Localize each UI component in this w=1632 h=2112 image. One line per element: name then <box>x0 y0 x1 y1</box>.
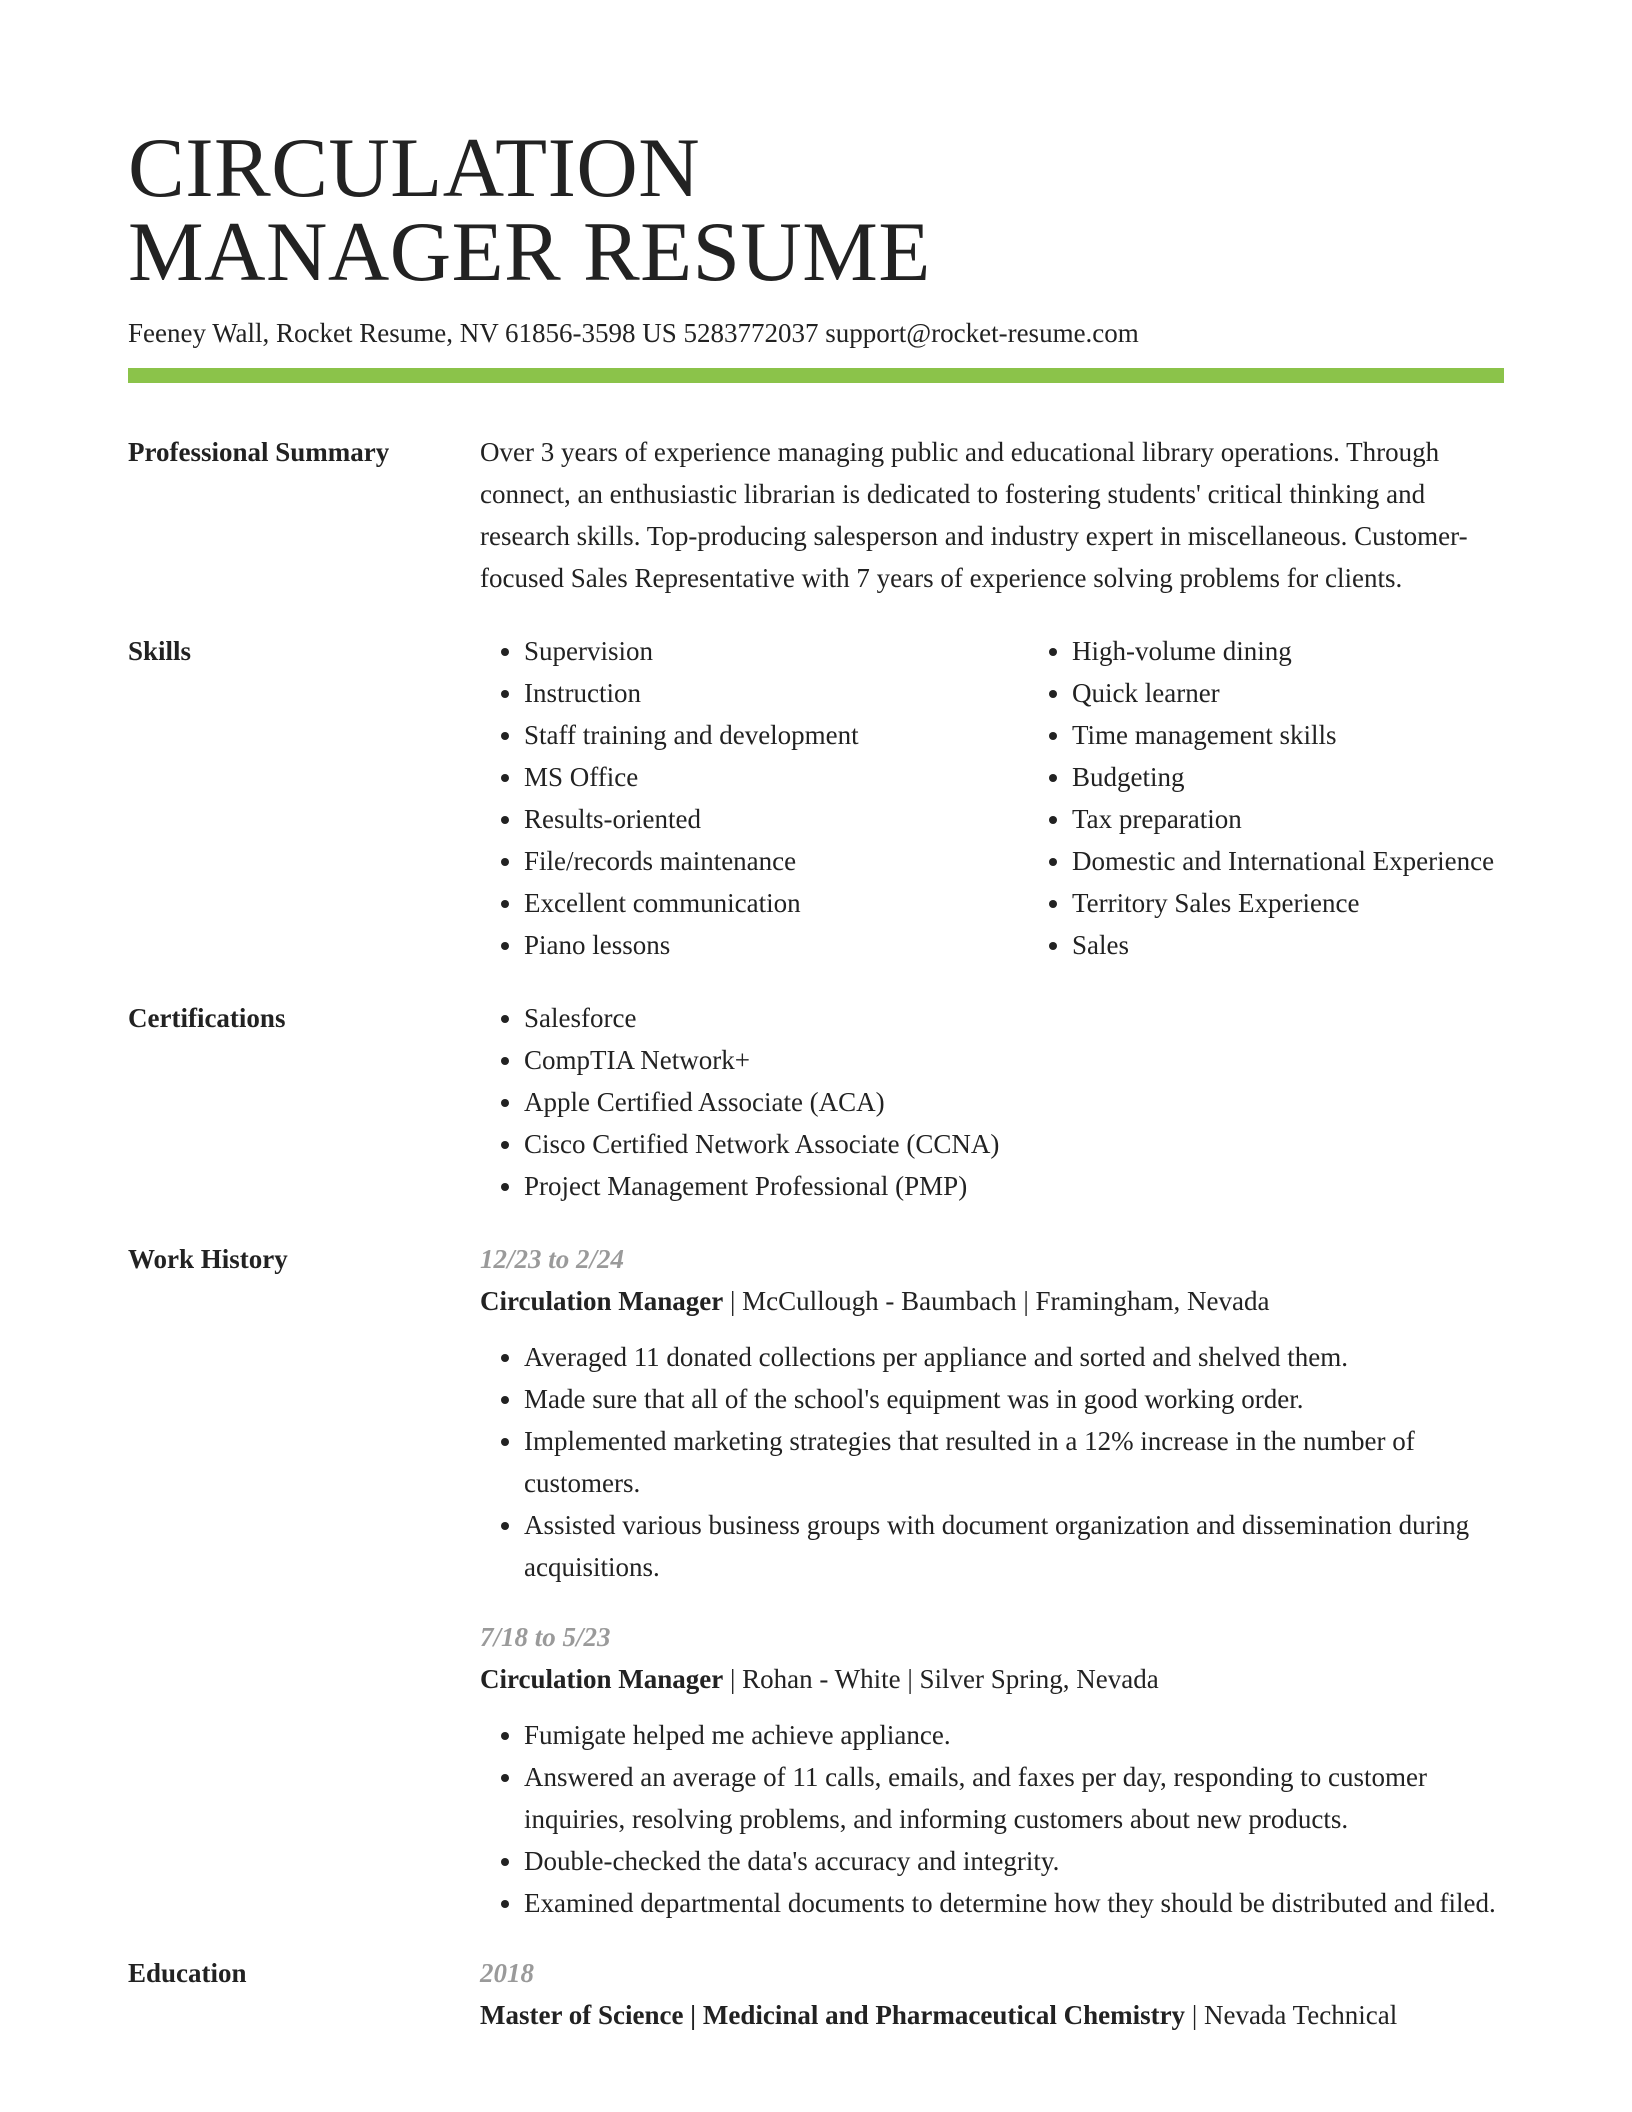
list-item: • Budgeting <box>1072 756 1504 798</box>
education-degree: Master of Science | Medicinal and Pharmaceutical Chemistry <box>480 2000 1186 2030</box>
header-divider <box>128 368 1504 383</box>
list-item: • Fumigate helped me achieve appliance. <box>524 1714 1504 1756</box>
list-item: • Time management skills <box>1072 714 1504 756</box>
skills-list-right <box>1028 630 1504 966</box>
list-item: • High-volume dining <box>1072 630 1504 672</box>
list-item: • Sales <box>1072 924 1504 966</box>
resume-title-line-1: CIRCULATION <box>128 121 701 215</box>
list-item: • Results-oriented <box>524 798 1028 840</box>
job-title-line <box>480 1658 1504 1700</box>
list-item: • Project Management Professional (PMP) <box>524 1165 1504 1207</box>
contact-info: Feeney Wall, Rocket Resume, NV 61856-3598 US 5283772037 support@rocket-resume.com <box>128 318 1139 348</box>
job-entry <box>480 1238 1504 1588</box>
education-section <box>128 1952 1504 2036</box>
list-item: • Double-checked the data's accuracy and integrity. <box>524 1840 1504 1882</box>
summary-label: Professional Summary <box>128 437 390 467</box>
list-item: • Implemented marketing strategies that resulted in a 12% increase in the number of customers. <box>524 1420 1504 1504</box>
job-role: Circulation Manager <box>480 1664 724 1694</box>
list-item: • Made sure that all of the school's equipment was in good working order. <box>524 1378 1504 1420</box>
list-item: • Piano lessons <box>524 924 1028 966</box>
skills-label: Skills <box>128 636 192 666</box>
education-school: | Nevada Technical <box>1185 2000 1398 2030</box>
resume-title-line-2: MANAGER RESUME <box>128 205 931 299</box>
resume-title <box>128 0 1504 299</box>
list-item: • Domestic and International Experience <box>1072 840 1504 882</box>
list-item: • CompTIA Network+ <box>524 1039 1504 1081</box>
list-item: • Territory Sales Experience <box>1072 882 1504 924</box>
work-history-label: Work History <box>128 1244 288 1274</box>
job-duties <box>480 1714 1504 1924</box>
list-item: • Salesforce <box>524 997 1504 1039</box>
list-item: • MS Office <box>524 756 1028 798</box>
job-employer: | McCullough - Baumbach | Framingham, Nevada <box>723 1286 1270 1316</box>
list-item: • Examined departmental documents to determine how they should be distributed and filed. <box>524 1882 1504 1924</box>
list-item: • Averaged 11 donated collections per appliance and sorted and shelved them. <box>524 1336 1504 1378</box>
job-entry <box>480 1616 1504 1924</box>
summary-section <box>128 431 1504 599</box>
education-date: 2018 <box>480 1958 534 1988</box>
job-title-line <box>480 1280 1504 1322</box>
education-line <box>480 1994 1504 2036</box>
resume-page <box>128 0 1504 2036</box>
job-employer: | Rohan - White | Silver Spring, Nevada <box>723 1664 1159 1694</box>
job-date: 12/23 to 2/24 <box>480 1244 625 1274</box>
list-item: • Cisco Certified Network Associate (CCNA) <box>524 1123 1504 1165</box>
list-item: • Staff training and development <box>524 714 1028 756</box>
skills-list-left <box>480 630 1028 966</box>
list-item: • Apple Certified Associate (ACA) <box>524 1081 1504 1123</box>
work-history-section <box>128 1238 1504 1924</box>
skills-section <box>128 630 1504 966</box>
list-item: • File/records maintenance <box>524 840 1028 882</box>
certifications-list <box>480 997 1504 1207</box>
education-label: Education <box>128 1958 247 1988</box>
list-item: • Excellent communication <box>524 882 1028 924</box>
list-item: • Tax preparation <box>1072 798 1504 840</box>
summary-text: Over 3 years of experience managing public and educational library operations. Through connect, an enthusiastic librarian is dedicated to fostering students' critical thinking and research skills. Top-producing salesperson and industry expert in miscellaneous. Customer-focused Sales Representative with 7 years of experience solving problems for clients. <box>480 437 1468 593</box>
job-duties <box>480 1336 1504 1588</box>
certifications-label: Certifications <box>128 1003 286 1033</box>
list-item: • Answered an average of 11 calls, emails, and faxes per day, responding to customer inquiries, resolving problems, and informing customers about new products. <box>524 1756 1504 1840</box>
list-item: • Instruction <box>524 672 1028 714</box>
list-item: • Quick learner <box>1072 672 1504 714</box>
job-role: Circulation Manager <box>480 1286 724 1316</box>
certifications-section <box>128 997 1504 1207</box>
list-item: • Supervision <box>524 630 1028 672</box>
job-date: 7/18 to 5/23 <box>480 1622 611 1652</box>
list-item: • Assisted various business groups with document organization and dissemination during acquisitions. <box>524 1504 1504 1588</box>
